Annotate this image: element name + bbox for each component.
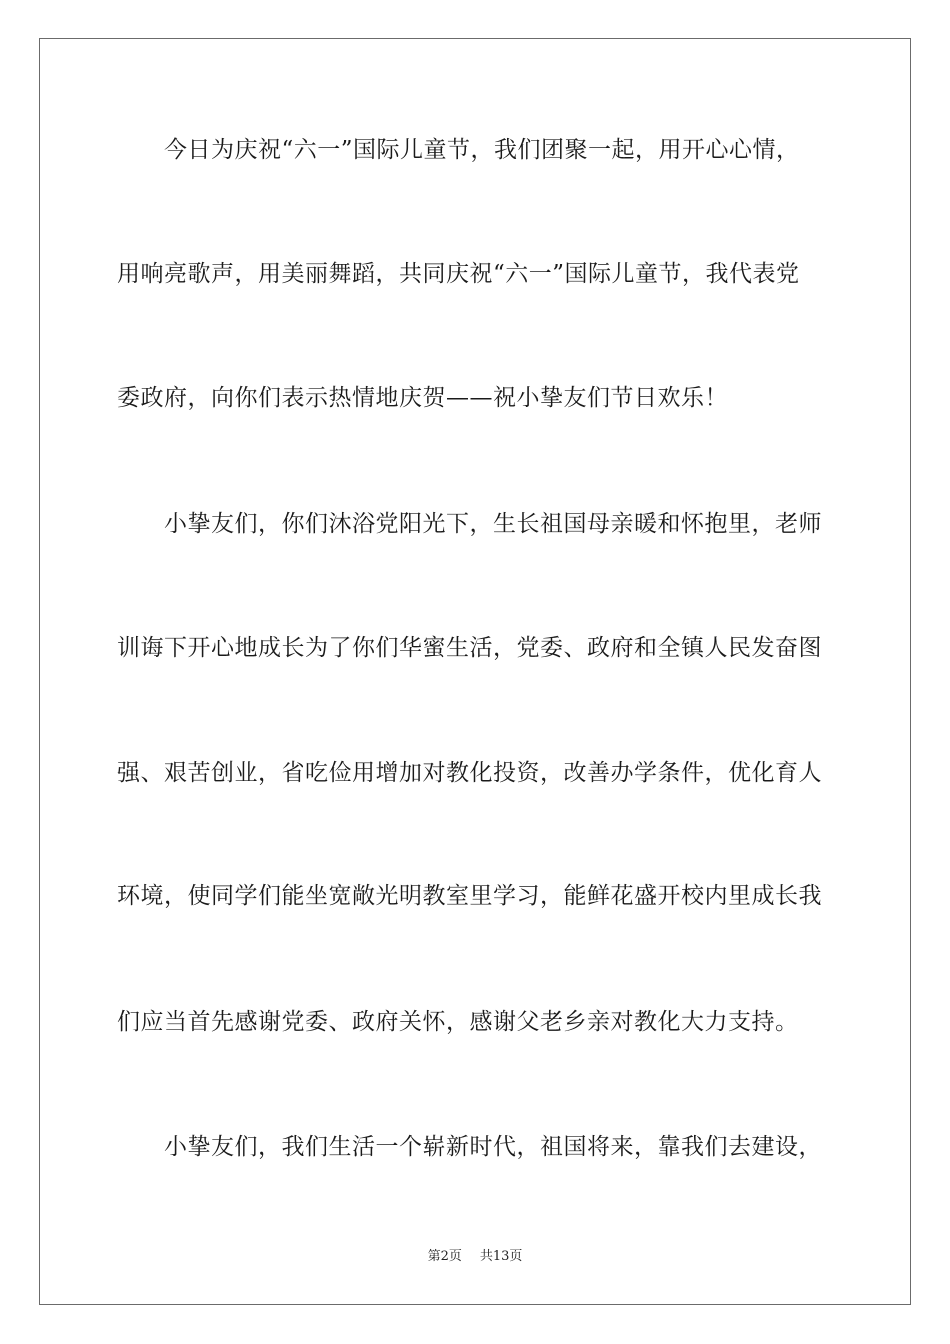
paragraph-line: 环境，使同学们能坐宽敞光明教室里学习，能鲜花盛开校内里成长我 [117, 883, 822, 909]
paragraph-line: 训诲下开心地成长为了你们华蜜生活，党委、政府和全镇人民发奋图 [117, 635, 822, 661]
total-pages: 共13页 [479, 1249, 523, 1264]
paragraph-line: 今日为庆祝“六一”国际儿童节，我们团聚一起，用开心心情， [164, 137, 800, 163]
page-border [39, 38, 911, 1305]
paragraph-line: 强、艰苦创业，省吃俭用增加对教化投资，改善办学条件，优化育人 [117, 760, 822, 786]
paragraph-line: 们应当首先感谢党委、政府关怀，感谢父老乡亲对教化大力支持。 [117, 1009, 799, 1035]
page-number: 第2页 [427, 1249, 462, 1264]
paragraph-line: 小挚友们，我们生活一个崭新时代，祖国将来，靠我们去建设， [164, 1134, 822, 1160]
paragraph-line: 小挚友们，你们沐浴党阳光下，生长祖国母亲暖和怀抱里，老师 [164, 511, 822, 537]
page-footer [0, 1248, 950, 1266]
paragraph-line: 委政府，向你们表示热情地庆贺——祝小挚友们节日欢乐！ [117, 385, 728, 411]
paragraph-line: 用响亮歌声，用美丽舞蹈，共同庆祝“六一”国际儿童节，我代表党 [117, 261, 800, 287]
